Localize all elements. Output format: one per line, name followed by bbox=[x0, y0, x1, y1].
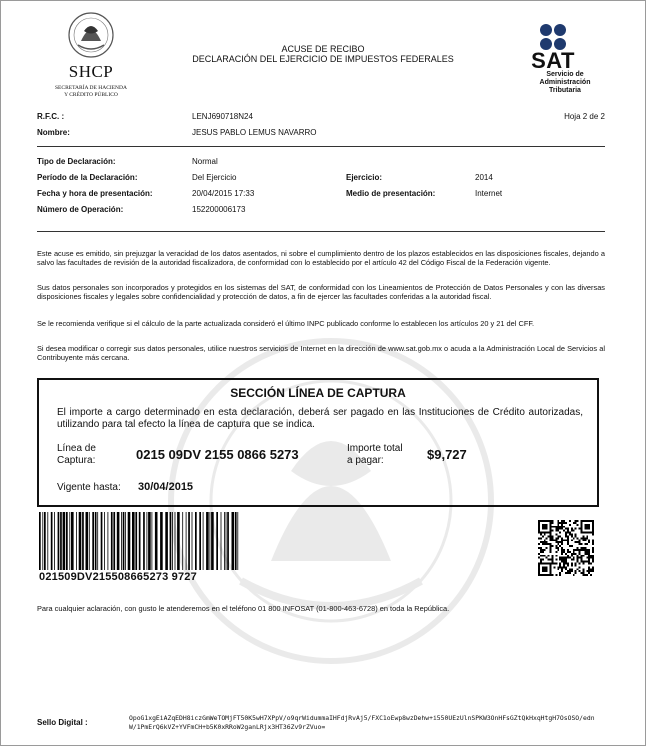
shcp-subtitle-line-2: Y CRÉDITO PÚBLICO bbox=[64, 91, 118, 98]
operacion-label: Número de Operación: bbox=[37, 205, 124, 214]
importe-value: $9,727 bbox=[427, 447, 467, 462]
sello-digital-label: Sello Digital : bbox=[37, 718, 88, 727]
importe-label bbox=[347, 443, 403, 467]
ejercicio-label: Ejercicio: bbox=[346, 173, 383, 182]
fecha-label: Fecha y hora de presentación: bbox=[37, 189, 153, 198]
importe-label-line-1: Importe total bbox=[347, 443, 403, 454]
rfc-value: LENJ690718N24 bbox=[192, 112, 253, 121]
tipo-value: Normal bbox=[192, 157, 218, 166]
ejercicio-value: 2014 bbox=[475, 173, 493, 182]
name-value: JESUS PABLO LEMUS NAVARRO bbox=[192, 128, 317, 137]
sat-subtitle bbox=[523, 71, 607, 95]
barcode-number: 021509DV215508665273 9727 bbox=[39, 571, 197, 583]
title-line-2: DECLARACIÓN DEL EJERCICIO DE IMPUESTOS FEDERALES bbox=[192, 54, 454, 64]
sello-digital-value: OpoG1xgEiAZqEDH8iczGmWeTOMjFT50K5wH7XPpV/o9qrWidummaIHFdjRvAj5/FXC1oEwp8wzDehw+i550UEzUlnSPKW3OnHFsGZtQkHxqHtgH7OsOSO/ednW/1PmErQ6kVZ+YVFmCH+b5K0xRRoW2ganLRjx3HT36Zv9rZVuo= bbox=[129, 714, 595, 731]
sat-logo-text: SAT bbox=[531, 48, 575, 73]
name-label: Nombre: bbox=[37, 128, 70, 137]
medio-value: Internet bbox=[475, 189, 503, 198]
periodo-label: Período de la Declaración: bbox=[37, 173, 138, 182]
rfc-label: R.F.C. : bbox=[37, 112, 65, 121]
capture-section bbox=[37, 378, 599, 507]
legal-paragraph-3: Se le recomienda verifique si el cálculo de la parte actualizada consideró el último INPC publicado conforme lo establecen los artículos 20 y 21 del CFF. bbox=[37, 319, 535, 328]
footer-note: Para cualquier aclaración, con gusto le atenderemos en el teléfono 01 800 INFOSAT (01-800-463-6728) en toda la República. bbox=[37, 604, 450, 613]
legal-paragraph-2: Sus datos personales son incorporados y protegidos en los sistemas del SAT, de conformidad con los Lineamientos de Protección de Datos Personales y con las diversas disposiciones fiscales y legales sobre confidencialidad y protección de datos, a fin de ejercer las facultades conferidas a la autoridad fiscal. bbox=[37, 283, 605, 301]
vigente-label: Vigente hasta: bbox=[57, 482, 121, 493]
linea-label-line-1: Línea de bbox=[57, 443, 96, 454]
page-number: Hoja 2 de 2 bbox=[564, 112, 605, 121]
divider bbox=[37, 231, 605, 232]
title-line-1: ACUSE DE RECIBO bbox=[281, 44, 365, 54]
capture-text: El importe a cargo determinado en esta declaración, deberá ser pagado en las Instituciones de Crédito autorizadas, utilizando para tal efecto la línea de captura que se indica. bbox=[57, 407, 583, 430]
periodo-value: Del Ejercicio bbox=[192, 173, 237, 182]
linea-label-line-2: Captura: bbox=[57, 455, 96, 466]
shcp-subtitle-line-1: SECRETARÍA DE HACIENDA bbox=[55, 85, 127, 91]
importe-label-line-2: a pagar: bbox=[347, 455, 384, 466]
shcp-logo-text: SHCP bbox=[68, 62, 114, 81]
sat-subtitle-line-2: Administración Tributaria bbox=[539, 79, 591, 94]
capture-title: SECCIÓN LÍNEA DE CAPTURA bbox=[230, 386, 406, 400]
sat-logo-dots-icon bbox=[538, 23, 568, 51]
legal-paragraph-4: Si desea modificar o corregir sus datos personales, utilice nuestros servicios de Internet en la dirección de www.sat.gob.mx o acuda a la Administración Local de Servicios al Contribuyente más cercana. bbox=[37, 344, 605, 362]
barcode-icon bbox=[39, 512, 239, 570]
fecha-value: 20/04/2015 17:33 bbox=[192, 189, 255, 198]
sat-subtitle-line-1: Servicio de bbox=[546, 71, 584, 78]
linea-label bbox=[57, 443, 96, 467]
divider bbox=[37, 146, 605, 147]
operacion-value: 152200006173 bbox=[192, 205, 246, 214]
vigente-value: 30/04/2015 bbox=[138, 481, 194, 493]
linea-captura-value: 0215 09DV 2155 0866 5273 bbox=[136, 447, 299, 462]
legal-paragraph-1: Este acuse es emitido, sin prejuzgar la veracidad de los datos asentados, ni sobre el cumplimiento dentro de los plazos establecidos en las disposiciones fiscales, dejando a salvo las facultades de revisión de la autoridad fiscalizadora, de conformidad con lo establecido por el artículo 42 del Código Fiscal de la Federación vigente. bbox=[37, 249, 605, 267]
shcp-subtitle bbox=[46, 85, 136, 98]
medio-label: Medio de presentación: bbox=[346, 189, 436, 198]
tipo-label: Tipo de Declaración: bbox=[37, 157, 116, 166]
qr-code-icon bbox=[538, 520, 594, 576]
